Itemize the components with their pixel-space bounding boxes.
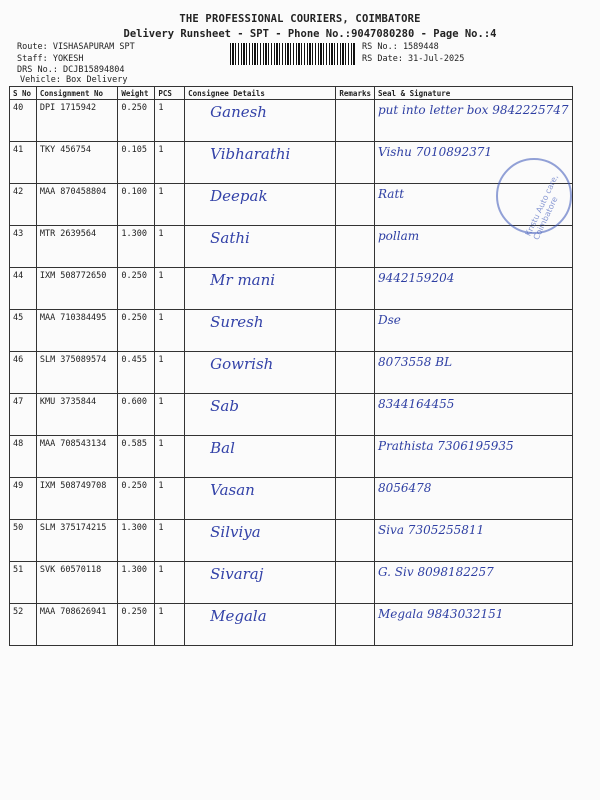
signature-cell: [375, 268, 573, 310]
pcs-cell: [155, 436, 185, 478]
table-row: [10, 226, 573, 268]
pcs-text: 1: [158, 565, 164, 575]
weight-cell: [118, 520, 155, 562]
pcs-text: 1: [158, 355, 164, 365]
weight-text: 0.250: [121, 313, 147, 323]
signature-cell: [375, 562, 573, 604]
consignee-cell: [185, 394, 336, 436]
sno-cell: [10, 562, 37, 604]
pcs-text: 1: [158, 145, 164, 155]
consignment-text: MAA 870458804: [39, 187, 107, 197]
signature-cell: [375, 100, 573, 142]
consignee-text: Vasan: [210, 481, 255, 499]
pcs-text: 1: [158, 523, 164, 533]
weight-cell: [118, 184, 155, 226]
consignment-text: MAA 708626941: [39, 607, 107, 617]
sno-text: 46: [13, 355, 24, 365]
sno-cell: [10, 604, 37, 646]
table-row: [10, 394, 573, 436]
signature-text: pollam: [378, 229, 420, 243]
consignment-cell: [36, 394, 118, 436]
remarks-cell: [336, 436, 375, 478]
sno-text: 48: [13, 439, 24, 449]
remarks-cell: [336, 562, 375, 604]
signature-cell: [375, 436, 573, 478]
consignment-cell: [36, 604, 118, 646]
consignment-text: MAA 708543134: [39, 439, 107, 449]
remarks-cell: [336, 142, 375, 184]
signature-text: Vishu 7010892371: [378, 145, 493, 159]
signature-text: 8056478: [378, 481, 432, 495]
remarks-cell: [336, 478, 375, 520]
table-row: [10, 562, 573, 604]
consignee-cell: [185, 352, 336, 394]
sno-text: 42: [13, 187, 24, 197]
remarks-cell: [336, 604, 375, 646]
weight-text: 0.600: [121, 397, 147, 407]
pcs-cell: [155, 100, 185, 142]
weight-text: 0.585: [121, 439, 147, 449]
consignee-cell: [185, 604, 336, 646]
stamp-text: Kristu Auto care, Coimbatore: [523, 173, 560, 242]
consignee-cell: [185, 436, 336, 478]
weight-text: 0.105: [121, 145, 147, 155]
sno-text: 45: [13, 313, 24, 323]
weight-text: 1.300: [121, 523, 147, 533]
table-row: [10, 268, 573, 310]
consignment-text: MAA 710384495: [39, 313, 107, 323]
col-pcs: PCS: [155, 87, 185, 100]
signature-text: 8344164455: [378, 397, 455, 411]
sno-text: 40: [13, 103, 24, 113]
consignment-cell: [36, 100, 118, 142]
consignment-text: SLM 375089574: [39, 355, 107, 365]
table-row: [10, 142, 573, 184]
table-row: [10, 352, 573, 394]
col-consignee: Consignee Details: [185, 87, 336, 100]
consignee-cell: [185, 310, 336, 352]
consignee-cell: [185, 478, 336, 520]
weight-cell: [118, 142, 155, 184]
consignment-text: IXM 508772650: [39, 271, 107, 281]
consignment-cell: [36, 184, 118, 226]
weight-cell: [118, 394, 155, 436]
pcs-cell: [155, 184, 185, 226]
signature-text: Ratt: [378, 187, 405, 201]
sno-cell: [10, 310, 37, 352]
consignment-cell: [36, 436, 118, 478]
signature-text: Siva 7305255811: [378, 523, 485, 537]
consignee-text: Vibharathi: [210, 145, 291, 163]
consignee-text: Sivaraj: [210, 565, 264, 583]
consignment-text: SLM 375174215: [39, 523, 107, 533]
pcs-cell: [155, 142, 185, 184]
sno-text: 41: [13, 145, 24, 155]
drs-label: DRS No.: DCJB15894804: [17, 65, 125, 75]
sno-cell: [10, 100, 37, 142]
consignee-text: Megala: [210, 607, 267, 625]
remarks-cell: [336, 226, 375, 268]
signature-cell: [375, 310, 573, 352]
pcs-cell: [155, 352, 185, 394]
table-row: [10, 184, 573, 226]
rs-date: RS Date: 31-Jul-2025: [362, 54, 465, 64]
signature-cell: [375, 520, 573, 562]
sno-cell: [10, 226, 37, 268]
consignee-text: Gowrish: [210, 355, 274, 373]
consignment-cell: [36, 352, 118, 394]
weight-cell: [118, 310, 155, 352]
weight-text: 1.300: [121, 229, 147, 239]
weight-text: 0.455: [121, 355, 147, 365]
pcs-cell: [155, 226, 185, 268]
pcs-text: 1: [158, 103, 164, 113]
consignment-cell: [36, 310, 118, 352]
signature-cell: [375, 478, 573, 520]
pcs-cell: [155, 268, 185, 310]
pcs-cell: [155, 394, 185, 436]
weight-cell: [118, 352, 155, 394]
pcs-cell: [155, 310, 185, 352]
consignment-cell: [36, 478, 118, 520]
staff-label: Staff: YOKESH: [17, 54, 84, 64]
signature-text: Dse: [378, 313, 401, 327]
remarks-cell: [336, 184, 375, 226]
consignee-text: Suresh: [210, 313, 264, 331]
pcs-text: 1: [158, 607, 164, 617]
pcs-cell: [155, 478, 185, 520]
consignee-text: Sathi: [210, 229, 250, 247]
col-sno: S No: [10, 87, 37, 100]
consignment-cell: [36, 520, 118, 562]
runsheet-subtitle: Delivery Runsheet - SPT - Phone No.:9047080280 - Page No.:4: [123, 28, 497, 40]
signature-cell: [375, 604, 573, 646]
weight-text: 0.250: [121, 271, 147, 281]
sno-cell: [10, 268, 37, 310]
pcs-text: 1: [158, 187, 164, 197]
table-row: [10, 478, 573, 520]
remarks-cell: [336, 520, 375, 562]
pcs-text: 1: [158, 397, 164, 407]
sno-text: 47: [13, 397, 24, 407]
remarks-cell: [336, 310, 375, 352]
weight-text: 0.250: [121, 607, 147, 617]
consignment-text: KMU 3735844: [39, 397, 97, 407]
consignment-text: MTR 2639564: [39, 229, 97, 239]
table-row: [10, 436, 573, 478]
route-label: Route: VISHASAPURAM SPT: [17, 42, 135, 52]
barcode-image: [230, 43, 355, 65]
pcs-cell: [155, 604, 185, 646]
remarks-cell: [336, 352, 375, 394]
weight-text: 0.250: [121, 481, 147, 491]
sno-cell: [10, 520, 37, 562]
consignment-cell: [36, 268, 118, 310]
consignment-text: DPI 1715942: [39, 103, 97, 113]
consignment-text: TKY 456754: [39, 145, 92, 155]
sno-cell: [10, 184, 37, 226]
col-weight: Weight: [118, 87, 155, 100]
vehicle-label: Vehicle: Box Delivery: [20, 75, 128, 85]
signature-text: 8073558 BL: [378, 355, 453, 369]
pcs-text: 1: [158, 439, 164, 449]
sno-cell: [10, 142, 37, 184]
sno-cell: [10, 478, 37, 520]
weight-cell: [118, 436, 155, 478]
signature-text: G. Siv 8098182257: [378, 565, 494, 579]
consignee-cell: [185, 226, 336, 268]
sno-text: 52: [13, 607, 24, 617]
table-row: [10, 100, 573, 142]
sno-cell: [10, 352, 37, 394]
sno-cell: [10, 394, 37, 436]
sno-cell: [10, 436, 37, 478]
consignment-text: IXM 508749708: [39, 481, 107, 491]
signature-cell: [375, 394, 573, 436]
consignment-cell: [36, 142, 118, 184]
weight-cell: [118, 226, 155, 268]
pcs-text: 1: [158, 229, 164, 239]
sno-text: 49: [13, 481, 24, 491]
sno-text: 51: [13, 565, 24, 575]
consignee-cell: [185, 562, 336, 604]
consignment-text: SVK 60570118: [39, 565, 102, 575]
pcs-cell: [155, 520, 185, 562]
consignee-text: Silviya: [210, 523, 261, 541]
signature-text: Megala 9843032151: [378, 607, 504, 621]
consignee-cell: [185, 520, 336, 562]
col-remarks: Remarks: [336, 87, 375, 100]
weight-cell: [118, 562, 155, 604]
weight-text: 0.250: [121, 103, 147, 113]
remarks-cell: [336, 268, 375, 310]
table-row: [10, 604, 573, 646]
signature-text: put into letter box 9842225747: [378, 103, 569, 117]
weight-cell: [118, 478, 155, 520]
runsheet-title: THE PROFESSIONAL COURIERS, COIMBATORE: [179, 13, 421, 25]
weight-cell: [118, 604, 155, 646]
table-row: [10, 520, 573, 562]
runsheet-table: [9, 86, 573, 646]
consignment-cell: [36, 226, 118, 268]
rs-number: RS No.: 1589448: [362, 42, 439, 52]
consignee-text: Mr mani: [210, 271, 276, 289]
consignment-cell: [36, 562, 118, 604]
consignee-cell: [185, 142, 336, 184]
sno-text: 50: [13, 523, 24, 533]
table-row: [10, 310, 573, 352]
signature-text: 9442159204: [378, 271, 455, 285]
signature-text: Prathista 7306195935: [378, 439, 514, 453]
consignee-text: Deepak: [210, 187, 268, 205]
table-header-row: [10, 87, 573, 100]
weight-cell: [118, 268, 155, 310]
pcs-text: 1: [158, 313, 164, 323]
consignee-text: Bal: [210, 439, 235, 457]
pcs-text: 1: [158, 271, 164, 281]
consignee-cell: [185, 268, 336, 310]
consignee-text: Sab: [210, 397, 239, 415]
sno-text: 43: [13, 229, 24, 239]
weight-cell: [118, 100, 155, 142]
weight-text: 0.100: [121, 187, 147, 197]
pcs-cell: [155, 562, 185, 604]
remarks-cell: [336, 100, 375, 142]
weight-text: 1.300: [121, 565, 147, 575]
remarks-cell: [336, 394, 375, 436]
col-signature: Seal & Signature: [375, 87, 573, 100]
sno-text: 44: [13, 271, 24, 281]
consignee-text: Ganesh: [210, 103, 267, 121]
col-consignment: Consignment No: [36, 87, 118, 100]
signature-cell: [375, 352, 573, 394]
consignee-cell: [185, 184, 336, 226]
pcs-text: 1: [158, 481, 164, 491]
consignee-cell: [185, 100, 336, 142]
